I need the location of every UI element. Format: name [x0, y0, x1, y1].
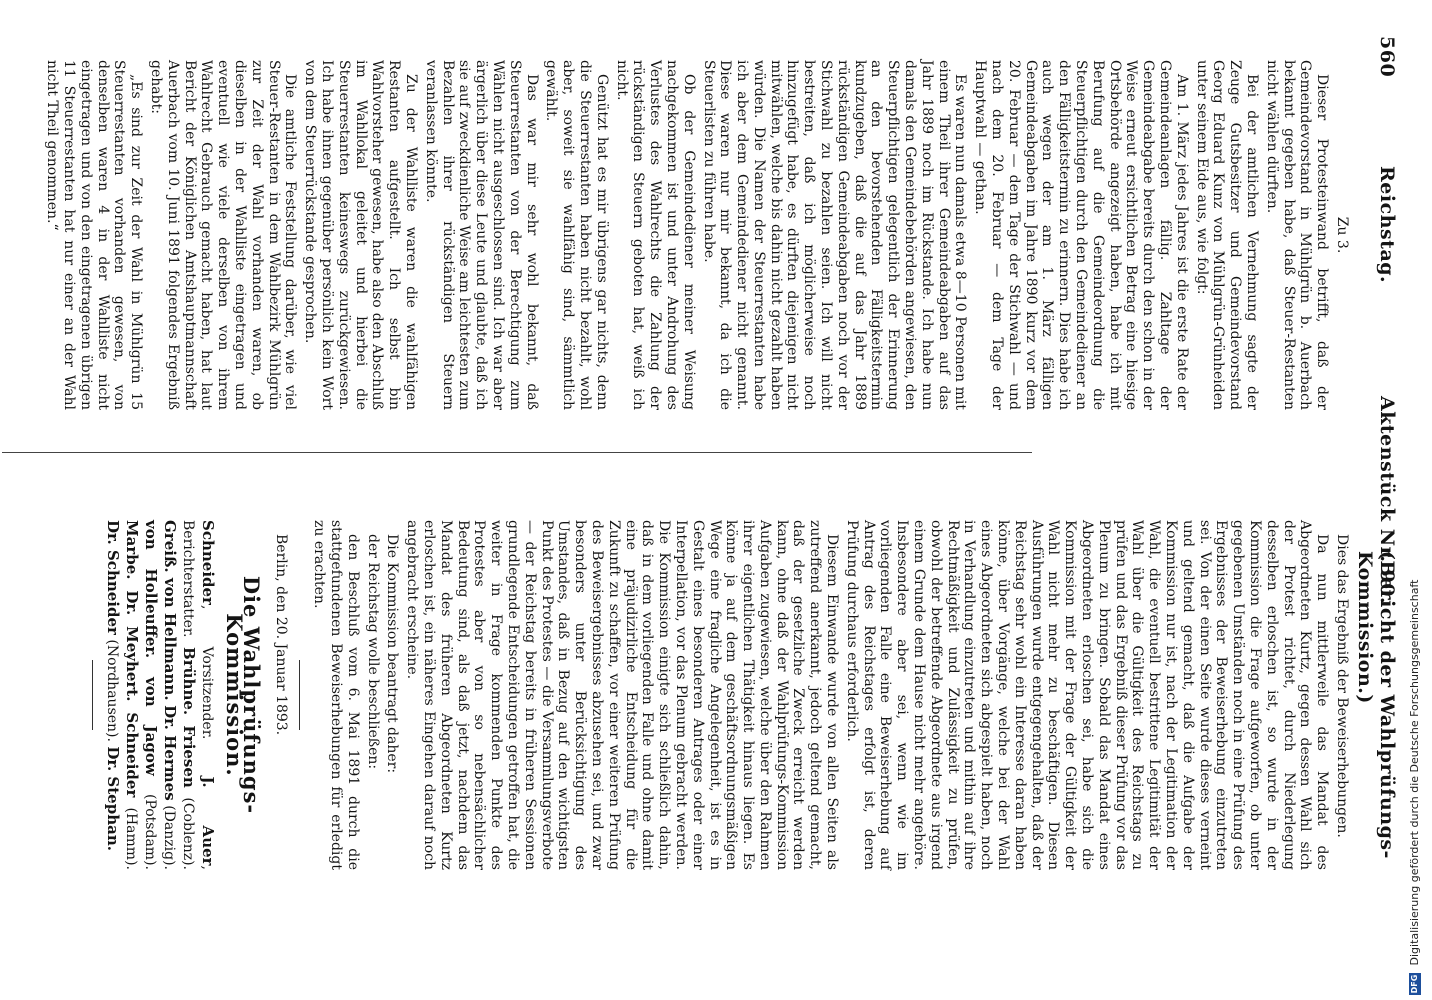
signer-role: (Coblenz). [180, 797, 196, 871]
credit-text: Digitalisierung gefördert durch die Deutsche Forschungsgemeinschaft [1408, 579, 1421, 966]
page-header [1354, 16, 1398, 984]
signers-list: Schneider, Vorsitzender. J. Auer, Berichterstatter. Brühne. Friesen (Coblenz). Greiß. von Hellmann. Dr. Hermes (Danzig). von Holleuffer. von Jagow (Potsdam). Marbe. Dr. Meyhert. Schneider (Hamm). Dr. Schneider (Nordhausen). Dr. Stephan. [104, 520, 217, 871]
paragraph: Die Kommission beantragt daher: [384, 534, 401, 774]
column-divider [2, 452, 1032, 453]
signer-name: Brühne. Friesen [180, 647, 198, 788]
digitization-credit [1408, 35, 1421, 995]
paragraph: Dieser Protesteinwand betrifft, daß der Gemeindevorstand in Mühlgrün b. Auerbach bekannt gegeben habe, daß Steuer-Restanten nicht wählen dürften. [1263, 60, 1331, 410]
paragraph: Genützt hat es mir übrigens gar nichts, denn die Steuerrestanten haben nicht bezahlt, wohl aber, soweit sie wahlfähig sind, sämmtlich gewählt. [543, 60, 610, 410]
dfg-logo-icon: DFG [1410, 974, 1419, 994]
signer-role: (Danzig). [161, 805, 177, 870]
commission-heading: Die Wahlprüfungs-Kommission. [221, 575, 264, 815]
resolution-text: den Beschluß vom 6. Mai 1891 durch die stattgefundenen Beweiserhebungen für erledigt zu erachten. [311, 520, 361, 870]
left-column [40, 60, 1350, 410]
signer-name: J. Auer [199, 776, 217, 866]
paragraph: Da nun mittlerweile das Mandat des Abgeordneten Kurtz, gegen dessen Wahl sich der Protest richtet, durch Niederlegung desselben erloschen ist, so wurde in der Kommission die Frage aufgeworfen, ob unter gegebenen Umständen noch in eine Prüfung des Ergebnisses der Beweiserhebung einzutreten sei. Von der einen Seite wurde dieses verneint und geltend gemacht, daß die Aufgabe der Kommission nur ist, nach der Legitimation der Wahl, die eventuell bestrittene Legitimität der Wahl über die Gültigkeit des Reichstags zu prüfen und das Ergebniß dieser Prüfung vor das Plenum zu bringen. Sobald das Mandat eines Abgeordneten erloschen sei, habe sich die Kommission mit der Frage der Gültigkeit der Wahl nicht mehr zu beschäftigen. Diesen Ausführungen wurde entgegengehalten, daß der Reichstag sehr wohl ein Interesse daran haben könne, über Vorgänge, welche bei der Wahl eines Abgeordneten sich abgespielt haben, noch in Verhandlung einzutreten und mithin auf ihre Rechtmäßigkeit und Zulässigkeit zu prüfen, obwohl der betreffende Abgeordnete aus irgend einem Grunde dem Hause nicht mehr angehöre. Insbesondere aber sei, wenn wie im vorliegenden Falle eine Beweiserhebung auf Antrag des Reichstages erfolgt ist, deren Prüfung durchaus erforderlich. [843, 520, 1331, 870]
signer-name: Dr. Stephan. [104, 746, 122, 851]
signer-role: Vorsitzender. [199, 646, 215, 740]
date-line: Berlin, den 20. Januar 1893. [273, 534, 290, 736]
paragraph: Zu der Wahlliste waren die wahlfähigen Restanten aufgestellt. Ich selbst bin Wahlvorsteher gewesen, habe also den Abschluß im Wahllokal geleitet und hierbei die Steuerrestanten keineswegs zurückgewiesen. Ich habe ihnen gegenüber persönlich kein Wort von dem Steuerrückstande gesprochen. [302, 60, 419, 410]
signer-name: Schneider [199, 520, 217, 605]
paragraph: Dies das Ergebniß der Beweiserhebungen. [1334, 534, 1350, 838]
paragraph: Am 1. März jedes Jahres ist die erste Rate der Gemeindeanlagen fällig. Zahltage der Gemeindeabgabe bereits durch den schon in der Weise erneut ersichtlichen Betrag eine hiesige Ortsbehörde angezeigt haben, habe ich mit Berufung auf die Gemeindeordnung die Steuerpflichtigen durch den Gemeindediener an den Fälligkeitstermin zu erinnern. Dies habe ich auch wegen der am 1. März fälligen Gemeindeabgaben im Jahre 1890 kurz vor dem 20. Februar — dem Tage der Stichwahl — und nach dem 20. Februar — dem Tage der Hauptwahl — gethan. [972, 60, 1190, 410]
signer-name: Dr. Hermes [161, 705, 179, 801]
paragraph: Es waren nun damals etwa 8—10 Personen mit einem Theil ihrer Gemeindeabgaben auf das Jahr 1889 noch im Rückstande. Ich habe nun damals den Gemeindebehörden angewiesen, den Steuerpflichtigen gelegentlich der Erinnerung an den bevorstehenden Fälligkeitstermin kundzugeben, daß die auf das Jahr 1889 rückständigen Gemeindeabgaben noch vor der Stichwahl zu bezahlen seien. Ich will nicht bestreiten, daß ich möglicherweise noch hinzugefügt habe, es dürften diejenigen nicht mitwählen, welche bis dahin nicht gezahlt haben würden. Die Namen der Steuerrestanten habe ich aber dem Gemeindediener nicht genannt. Diese waren nur mir bekannt, da ich die Steuerlisten zu führen habe. [700, 60, 969, 410]
paragraph: Das war mir sehr wohl bekannt, daß Steuerrestanten von der Berechtigung zum Wählen nicht ausgeschlossen sind. Ich war aber ärgerlich über diese Leute und glaubte, daß ich sie auf zweckdienliche Weise am leichtesten zum Bezahlen ihrer rückständigen Steuern veranlassen könnte. [422, 60, 540, 410]
signer-role: (Hamm). [123, 807, 139, 870]
page-number: 560 [1376, 36, 1398, 78]
header-document-number: Aktenstück Nr. 90. [1376, 396, 1398, 605]
signer-name: von Holleuffer. von Jagow [142, 520, 160, 776]
divider [92, 660, 93, 730]
header-title: Reichstag. [1376, 166, 1398, 284]
paragraph: Diesem Einwande wurde von allen Seiten als zutreffend anerkannt, jedoch geltend gemacht, daß der gesetzliche Zweck erreicht werden kann, ohne daß der Wahlprüfungs-Kommission Aufgaben zugewiesen, welche über den Rahmen ihrer eigentlichen Thätigkeit hinaus liegen. Es könne ja auf dem geschäftsordnungsmäßigen Wege eine fragliche Angelegenheit, ist es in Gestalt eines besonderen Antrages oder einer Interpellation, vor das Plenum gebracht werden. Die Kommission einigte sich schließlich dahin, daß in dem vorliegenden Falle und ohne damit eine präjudizirliche Entscheidung für die Zukunft zu schaffen, vor einer weiteren Prüfung des Beweisergebnisses abzusehen sei, und zwar besonders unter Berücksichtigung des Umstandes, daß in Bezug auf den wichtigsten Punkt des Protestes — die Versammlungsverbote — der Reichstag bereits in früheren Sessionen grundlegende Entscheidungen getroffen hat, die weiter in Frage kommenden Punkte des Protestes aber von so nebensächlicher Bedeutung sind, als daß jetzt, nachdem das Mandat des früheren Abgeordneten Kurtz erloschen ist, ein näheres Eingehen darauf noch angebracht erscheine. [404, 520, 841, 870]
section-heading: Zu 3. [1334, 216, 1350, 254]
paragraph: Die amtliche Feststellung darüber, wie viel Steuer-Restanten in dem Wahlbezirk Mühlgrün zur Zeit der Wahl vorhanden waren, ob dieselben in der Wahlliste eingetragen und eventuell wie viele derselben von ihrem Wahlrecht Gebrauch gemacht haben, hat laut Bericht der Königlichen Amtshauptmannschaft Auerbach vom 10. Juni 1891 folgendes Ergebniß gehabt: [148, 60, 299, 410]
signer-name: Marbe. Dr. Meyhert. Schneider [123, 520, 141, 798]
right-column [82, 520, 1350, 870]
signer-role: (Nordhausen). [104, 639, 120, 742]
signer-name: Greiß. von Hellmann. [161, 520, 179, 701]
paragraph: Ob der Gemeindediener meiner Weisung nachgekommen ist und unter Androhung des Verlustes des Wahlrechts die Zahlung der rückständigen Steuern geboten hat, weiß ich nicht. [613, 60, 697, 410]
signer-role: (Potsdam). [142, 793, 158, 870]
divider [299, 660, 300, 730]
quote-paragraph: „Es sind zur Zeit der Wahl in Mühlgrün 15 Steuerrestanten vorhanden gewesen, von denselben waren 4 in der Wahlliste nicht eingetragen und von den eingetragenen übrigen 11 Steuerrestanten hat nur einer an der Wahl nicht Theil genommen.“ [44, 60, 145, 410]
header-section: (Bericht der Wahlprüfungs-Kommission.) [1354, 551, 1398, 859]
signer-name: Dr. Schneider [104, 520, 122, 635]
signer-role: Berichterstatter. [180, 520, 196, 638]
paragraph: Bei der amtlichen Vernehmung sagte der Zeuge Gutsbesitzer und Gemeindevorstand Georg Eduard Kunz von Mühlgrün-Grünheiden unter seinem Eide aus, wie folgt: [1193, 60, 1261, 410]
paragraph: der Reichstag wolle beschließen: [364, 534, 381, 770]
